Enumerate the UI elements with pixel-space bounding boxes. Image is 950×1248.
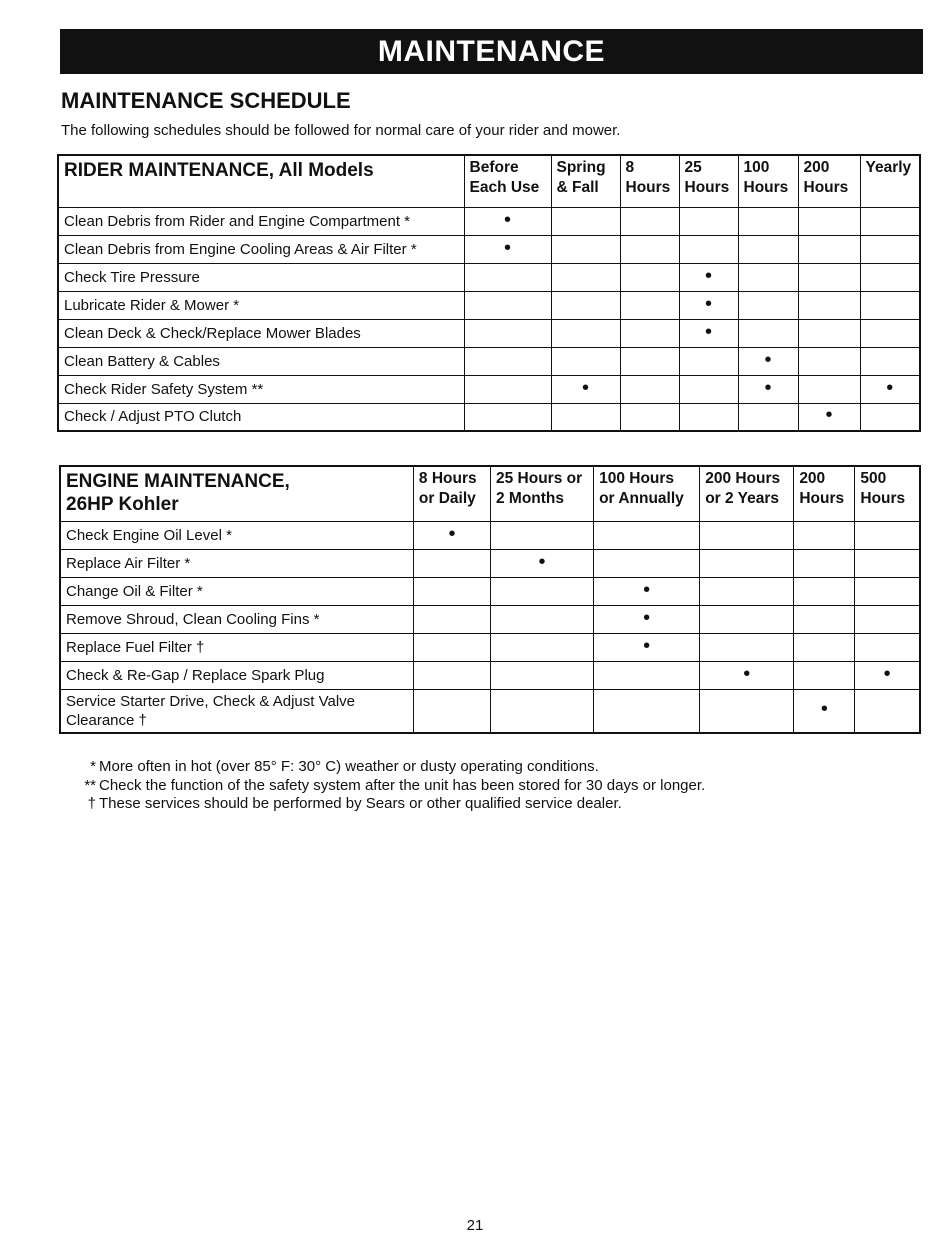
schedule-cell bbox=[700, 661, 794, 689]
bullet-mark: • bbox=[503, 236, 511, 259]
schedule-cell bbox=[794, 633, 855, 661]
schedule-cell bbox=[490, 633, 593, 661]
schedule-cell bbox=[594, 661, 700, 689]
page-banner: MAINTENANCE bbox=[60, 29, 923, 74]
table-row bbox=[58, 263, 920, 291]
table-row bbox=[60, 605, 920, 633]
task-label: Clean Debris from Rider and Engine Compartment * bbox=[58, 207, 464, 235]
schedule-cell bbox=[794, 689, 855, 733]
table-row bbox=[60, 661, 920, 689]
schedule-cell bbox=[798, 263, 860, 291]
schedule-cell bbox=[798, 403, 860, 431]
engine-col-header: 200 Hours or 2 Years bbox=[700, 466, 794, 521]
rider-col-header: Before Each Use bbox=[464, 155, 551, 207]
schedule-cell bbox=[855, 689, 920, 733]
task-label: Lubricate Rider & Mower * bbox=[58, 291, 464, 319]
schedule-cell bbox=[679, 375, 738, 403]
schedule-cell bbox=[738, 403, 798, 431]
schedule-cell bbox=[464, 207, 551, 235]
engine-col-header: 200 Hours bbox=[794, 466, 855, 521]
schedule-cell bbox=[413, 605, 490, 633]
table-row bbox=[60, 577, 920, 605]
table-row bbox=[60, 689, 920, 733]
schedule-cell bbox=[551, 319, 620, 347]
schedule-cell bbox=[860, 403, 920, 431]
rider-table-title: RIDER MAINTENANCE, All Models bbox=[58, 155, 464, 207]
schedule-cell bbox=[794, 549, 855, 577]
schedule-cell bbox=[490, 661, 593, 689]
schedule-cell bbox=[490, 605, 593, 633]
schedule-cell bbox=[413, 521, 490, 549]
task-label: Check / Adjust PTO Clutch bbox=[58, 403, 464, 431]
schedule-cell bbox=[464, 263, 551, 291]
schedule-cell bbox=[738, 235, 798, 263]
bullet-mark: • bbox=[704, 292, 712, 315]
schedule-cell bbox=[798, 207, 860, 235]
schedule-cell bbox=[798, 235, 860, 263]
schedule-cell bbox=[620, 207, 679, 235]
engine-col-header: 8 Hours or Daily bbox=[413, 466, 490, 521]
schedule-cell bbox=[700, 577, 794, 605]
table-row bbox=[58, 375, 920, 403]
task-label: Service Starter Drive, Check & Adjust Valve Clearance † bbox=[60, 689, 413, 733]
schedule-cell bbox=[490, 549, 593, 577]
schedule-cell bbox=[413, 549, 490, 577]
schedule-cell bbox=[700, 521, 794, 549]
schedule-cell bbox=[464, 291, 551, 319]
schedule-cell bbox=[798, 347, 860, 375]
bullet-mark: • bbox=[538, 550, 546, 573]
schedule-cell bbox=[679, 263, 738, 291]
rider-col-header: Spring & Fall bbox=[551, 155, 620, 207]
schedule-cell bbox=[551, 375, 620, 403]
schedule-cell bbox=[679, 235, 738, 263]
schedule-cell bbox=[679, 207, 738, 235]
engine-col-header: 500 Hours bbox=[855, 466, 920, 521]
task-label: Clean Deck & Check/Replace Mower Blades bbox=[58, 319, 464, 347]
task-label: Change Oil & Filter * bbox=[60, 577, 413, 605]
bullet-mark: • bbox=[764, 376, 772, 399]
bullet-mark: • bbox=[883, 662, 891, 685]
schedule-cell bbox=[594, 605, 700, 633]
schedule-cell bbox=[413, 577, 490, 605]
task-label: Check Tire Pressure bbox=[58, 263, 464, 291]
schedule-cell bbox=[860, 263, 920, 291]
schedule-cell bbox=[855, 521, 920, 549]
schedule-cell bbox=[855, 605, 920, 633]
bullet-mark: • bbox=[886, 376, 894, 399]
schedule-cell bbox=[594, 633, 700, 661]
rider-col-header: 200 Hours bbox=[798, 155, 860, 207]
schedule-cell bbox=[798, 291, 860, 319]
bullet-mark: • bbox=[448, 522, 456, 545]
schedule-cell bbox=[551, 403, 620, 431]
schedule-cell bbox=[594, 689, 700, 733]
schedule-cell bbox=[738, 319, 798, 347]
footnote: ** Check the function of the safety system after the unit has been stored for 30 days or longer. bbox=[84, 776, 706, 794]
engine-col-header: 25 Hours or 2 Months bbox=[490, 466, 593, 521]
rider-col-header: 8 Hours bbox=[620, 155, 679, 207]
schedule-cell bbox=[738, 263, 798, 291]
schedule-cell bbox=[860, 347, 920, 375]
bullet-mark: • bbox=[825, 404, 833, 427]
schedule-cell bbox=[794, 605, 855, 633]
page-number: 21 bbox=[466, 1217, 484, 1234]
task-label: Remove Shroud, Clean Cooling Fins * bbox=[60, 605, 413, 633]
schedule-cell bbox=[860, 375, 920, 403]
rider-maintenance-table bbox=[57, 154, 921, 432]
table-row bbox=[60, 521, 920, 549]
schedule-cell bbox=[794, 577, 855, 605]
rider-header-row bbox=[58, 155, 920, 207]
bullet-mark: • bbox=[643, 578, 651, 601]
schedule-cell bbox=[551, 235, 620, 263]
schedule-cell bbox=[700, 549, 794, 577]
schedule-cell bbox=[413, 661, 490, 689]
schedule-cell bbox=[700, 633, 794, 661]
schedule-cell bbox=[490, 521, 593, 549]
schedule-cell bbox=[490, 577, 593, 605]
schedule-cell bbox=[700, 689, 794, 733]
schedule-cell bbox=[738, 375, 798, 403]
engine-col-header: 100 Hours or Annually bbox=[594, 466, 700, 521]
table-row bbox=[60, 549, 920, 577]
schedule-cell bbox=[620, 375, 679, 403]
bullet-mark: • bbox=[764, 348, 772, 371]
schedule-cell bbox=[551, 263, 620, 291]
task-label: Check Engine Oil Level * bbox=[60, 521, 413, 549]
schedule-cell bbox=[464, 347, 551, 375]
footnotes bbox=[80, 758, 705, 814]
section-title: MAINTENANCE SCHEDULE bbox=[61, 88, 351, 113]
schedule-cell bbox=[794, 661, 855, 689]
schedule-cell bbox=[855, 577, 920, 605]
bullet-mark: • bbox=[743, 662, 751, 685]
schedule-cell bbox=[679, 319, 738, 347]
bullet-mark: • bbox=[704, 264, 712, 287]
task-label: Replace Air Filter * bbox=[60, 549, 413, 577]
bullet-mark: • bbox=[643, 606, 651, 629]
schedule-cell bbox=[794, 521, 855, 549]
schedule-cell bbox=[464, 403, 551, 431]
schedule-cell bbox=[620, 319, 679, 347]
bullet-mark: • bbox=[503, 208, 511, 231]
task-label: Check & Re-Gap / Replace Spark Plug bbox=[60, 661, 413, 689]
schedule-cell bbox=[464, 235, 551, 263]
table-row bbox=[58, 235, 920, 263]
schedule-cell bbox=[620, 291, 679, 319]
rider-col-header: 100 Hours bbox=[738, 155, 798, 207]
footnote: * More often in hot (over 85° F: 30° C) weather or dusty operating conditions. bbox=[90, 758, 599, 775]
schedule-cell bbox=[413, 633, 490, 661]
schedule-cell bbox=[413, 689, 490, 733]
task-label: Check Rider Safety System ** bbox=[58, 375, 464, 403]
table-row bbox=[58, 347, 920, 375]
schedule-cell bbox=[798, 375, 860, 403]
schedule-cell bbox=[490, 689, 593, 733]
schedule-cell bbox=[464, 319, 551, 347]
schedule-cell bbox=[551, 347, 620, 375]
schedule-cell bbox=[464, 375, 551, 403]
schedule-cell bbox=[855, 661, 920, 689]
bullet-mark: • bbox=[820, 698, 828, 721]
schedule-cell bbox=[551, 207, 620, 235]
schedule-cell bbox=[798, 319, 860, 347]
schedule-cell bbox=[620, 403, 679, 431]
schedule-cell bbox=[551, 291, 620, 319]
bullet-mark: • bbox=[704, 320, 712, 343]
schedule-cell bbox=[594, 549, 700, 577]
intro-text: The following schedules should be followed for normal care of your rider and mower. bbox=[61, 122, 621, 139]
schedule-cell bbox=[860, 207, 920, 235]
schedule-cell bbox=[855, 549, 920, 577]
schedule-cell bbox=[855, 633, 920, 661]
schedule-cell bbox=[738, 291, 798, 319]
task-label: Clean Battery & Cables bbox=[58, 347, 464, 375]
task-label: Clean Debris from Engine Cooling Areas & Air Filter * bbox=[58, 235, 464, 263]
schedule-cell bbox=[738, 347, 798, 375]
schedule-cell bbox=[679, 291, 738, 319]
schedule-cell bbox=[620, 347, 679, 375]
table-row bbox=[58, 291, 920, 319]
engine-table-title: ENGINE MAINTENANCE, 26HP Kohler bbox=[60, 466, 413, 521]
bullet-mark: • bbox=[581, 376, 589, 399]
schedule-cell bbox=[860, 291, 920, 319]
table-row bbox=[58, 403, 920, 431]
schedule-cell bbox=[738, 207, 798, 235]
engine-header-row bbox=[60, 466, 920, 521]
schedule-cell bbox=[594, 577, 700, 605]
table-row bbox=[58, 319, 920, 347]
schedule-cell bbox=[860, 235, 920, 263]
bullet-mark: • bbox=[643, 634, 651, 657]
schedule-cell bbox=[594, 521, 700, 549]
rider-col-header: Yearly bbox=[860, 155, 920, 207]
schedule-cell bbox=[679, 347, 738, 375]
engine-maintenance-table bbox=[59, 465, 921, 734]
schedule-cell bbox=[860, 319, 920, 347]
table-row bbox=[58, 207, 920, 235]
schedule-cell bbox=[700, 605, 794, 633]
schedule-cell bbox=[679, 403, 738, 431]
footnote: † These services should be performed by Sears or other qualified service dealer. bbox=[87, 795, 622, 812]
schedule-cell bbox=[620, 235, 679, 263]
table-row bbox=[60, 633, 920, 661]
rider-col-header: 25 Hours bbox=[679, 155, 738, 207]
schedule-cell bbox=[620, 263, 679, 291]
task-label: Replace Fuel Filter † bbox=[60, 633, 413, 661]
